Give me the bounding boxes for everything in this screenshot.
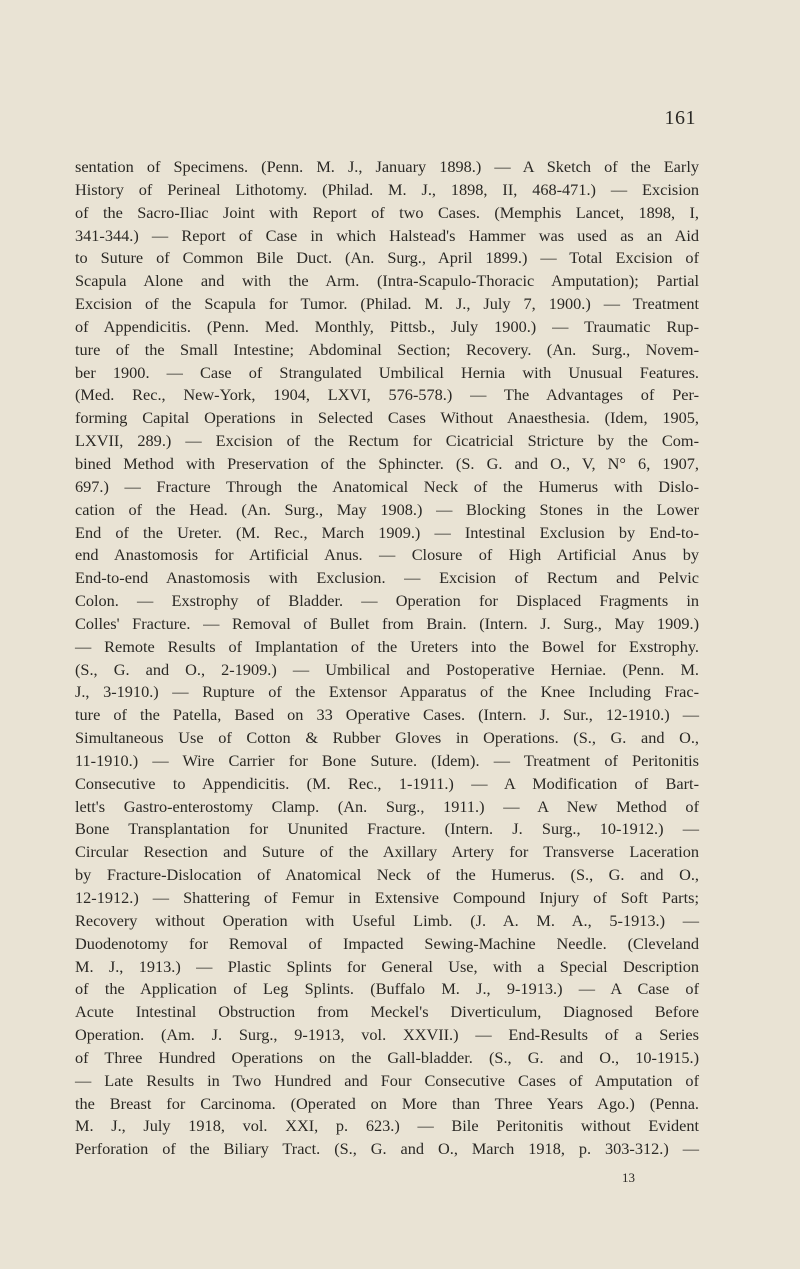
text-line: Colles' Fracture. — Removal of Bullet from Brain. (Intern. J. Surg., May 1909.) [75, 613, 699, 633]
text-line: Perforation of the Biliary Tract. (S., G. and O., March 1918, p. 303-312.) — [75, 1139, 699, 1159]
text-line: 11-1910.) — Wire Carrier for Bone Suture. (Idem). — Treatment of Peritonitis [75, 750, 699, 770]
text-line: LXVII, 289.) — Excision of the Rectum for Cicatricial Stricture by the Com- [75, 431, 699, 451]
text-line: J., 3-1910.) — Rupture of the Extensor Apparatus of the Knee Including Frac- [75, 682, 699, 702]
text-line: Consecutive to Appendicitis. (M. Rec., 1-1911.) — A Modification of Bart- [75, 773, 699, 793]
text-line: Colon. — Exstrophy of Bladder. — Operation for Displaced Fragments in [75, 591, 699, 611]
text-line: M. J., July 1918, vol. XXI, p. 623.) — Bile Peritonitis without Evident [75, 1116, 699, 1136]
text-line: 697.) — Fracture Through the Anatomical Neck of the Humerus with Dislo- [75, 476, 699, 496]
text-line: forming Capital Operations in Selected Cases Without Anaesthesia. (Idem, 1905, [75, 408, 699, 428]
text-line: 341-344.) — Report of Case in which Halstead's Hammer was used as an Aid [75, 225, 699, 245]
text-line: Excision of the Scapula for Tumor. (Philad. M. J., July 7, 1900.) — Treatment [75, 294, 699, 314]
text-line: the Breast for Carcinoma. (Operated on More than Three Years Ago.) (Penna. [75, 1093, 699, 1113]
text-line: Operation. (Am. J. Surg., 9-1913, vol. XXVII.) — End-Results of a Series [75, 1025, 699, 1045]
text-line: Simultaneous Use of Cotton & Rubber Gloves in Operations. (S., G. and O., [75, 728, 699, 748]
text-line: cation of the Head. (An. Surg., May 1908.) — Blocking Stones in the Lower [75, 499, 699, 519]
page-number: 161 [664, 107, 696, 129]
text-line: sentation of Specimens. (Penn. M. J., January 1898.) — A Sketch of the Early [75, 157, 699, 176]
text-line: End of the Ureter. (M. Rec., March 1909.) — Intestinal Exclusion by End-to- [75, 522, 699, 542]
text-line: ture of the Small Intestine; Abdominal Section; Recovery. (An. Surg., Novem- [75, 339, 699, 359]
text-line: of Three Hundred Operations on the Gall-bladder. (S., G. and O., 10-1915.) [75, 1047, 699, 1067]
text-line: to Suture of Common Bile Duct. (An. Surg., April 1899.) — Total Excision of [75, 248, 699, 268]
signature-mark: 13 [622, 1170, 635, 1185]
text-line: M. J., 1913.) — Plastic Splints for General Use, with a Special Description [75, 956, 699, 976]
text-line: Duodenotomy for Removal of Impacted Sewing-Machine Needle. (Cleveland [75, 933, 699, 953]
text-line: 12-1912.) — Shattering of Femur in Extensive Compound Injury of Soft Parts; [75, 888, 699, 907]
text-line: (Med. Rec., New-York, 1904, LXVI, 576-578.) — The Advantages of Per- [75, 385, 699, 405]
text-line: Acute Intestinal Obstruction from Meckel's Diverticulum, Diagnosed Before [75, 1002, 699, 1022]
text-line: of the Application of Leg Splints. (Buffalo M. J., 9-1913.) — A Case of [75, 979, 699, 999]
text-line: ture of the Patella, Based on 33 Operative Cases. (Intern. J. Sur., 12-1910.) — [75, 705, 699, 725]
bibliography-text [75, 156, 699, 1161]
text-line: Scapula Alone and with the Arm. (Intra-Scapulo-Thoracic Amputation); Partial [75, 271, 699, 291]
text-line: by Fracture-Dislocation of Anatomical Neck of the Humerus. (S., G. and O., [75, 865, 699, 885]
text-line: Bone Transplantation for Ununited Fracture. (Intern. J. Surg., 10-1912.) — [75, 819, 699, 839]
text-line: bined Method with Preservation of the Sphincter. (S. G. and O., V, N° 6, 1907, [75, 453, 699, 473]
text-line: lett's Gastro-enterostomy Clamp. (An. Surg., 1911.) — A New Method of [75, 796, 699, 816]
text-line: History of Perineal Lithotomy. (Philad. M. J., 1898, II, 468-471.) — Excision [75, 179, 699, 199]
text-line: of Appendicitis. (Penn. Med. Monthly, Pittsb., July 1900.) — Traumatic Rup- [75, 316, 699, 336]
text-line: (S., G. and O., 2-1909.) — Umbilical and Postoperative Herniae. (Penn. M. [75, 659, 699, 679]
text-line: — Remote Results of Implantation of the Ureters into the Bowel for Exstrophy. [75, 636, 699, 656]
text-line: Circular Resection and Suture of the Axillary Artery for Transverse Laceration [75, 842, 699, 862]
text-line: end Anastomosis for Artificial Anus. — Closure of High Artificial Anus by [75, 545, 699, 565]
text-line: ber 1900. — Case of Strangulated Umbilical Hernia with Unusual Features. [75, 362, 699, 382]
text-line: End-to-end Anastomosis with Exclusion. — Excision of Rectum and Pelvic [75, 568, 699, 588]
text-line: — Late Results in Two Hundred and Four Consecutive Cases of Amputation of [75, 1070, 699, 1090]
text-line: of the Sacro-Iliac Joint with Report of two Cases. (Memphis Lancet, 1898, I, [75, 202, 699, 222]
text-line: Recovery without Operation with Useful Limb. (J. A. M. A., 5-1913.) — [75, 910, 699, 930]
